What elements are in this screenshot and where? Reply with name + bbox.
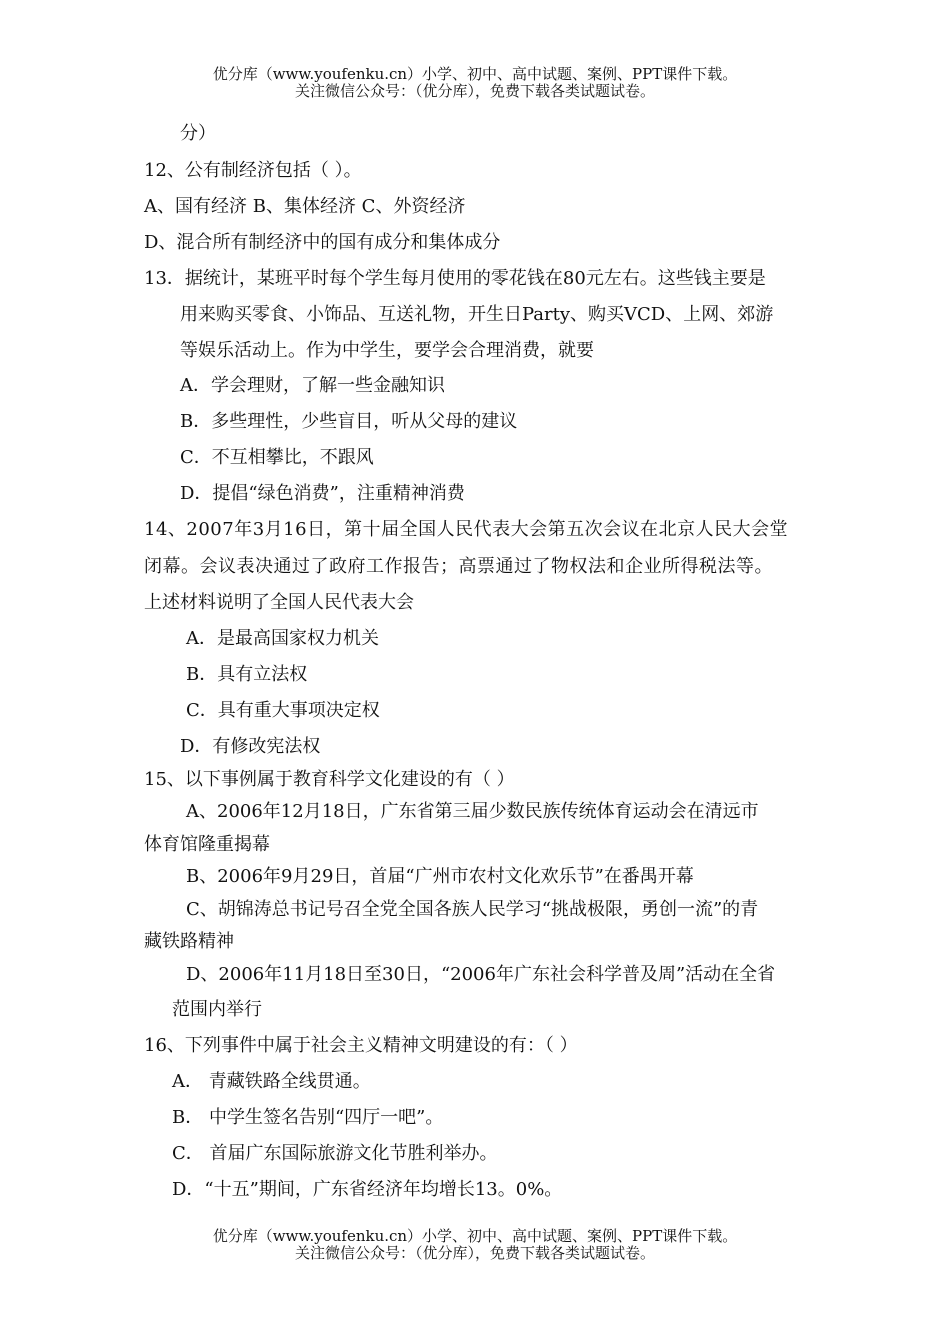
question-15-option-c-continued: 藏铁路精神 [144,931,234,952]
question-15: 15、以下事例属于教育科学文化建设的有（ ） [144,769,515,790]
footer-line-2: 关注微信公众号：（优分库），免费下载各类试题试卷。 [294,1244,655,1262]
question-13-option-c: C．不互相攀比，不跟风 [180,447,374,468]
question-14-option-a: A．是最高国家权力机关 [186,628,379,649]
question-16-option-d: D．“十五”期间，广东省经济年均增长13。0%。 [172,1179,563,1200]
question-13-continued: 等娱乐活动上。作为中学生，要学会合理消费，就要 [180,340,594,361]
question-13-option-b: B．多些理性，少些盲目，听从父母的建议 [180,411,518,432]
question-12-option-d: D、混合所有制经济中的国有成分和集体成分 [144,232,501,253]
question-15-option-a-continued: 体育馆隆重揭幕 [144,834,270,855]
question-16-option-c: C． 首届广东国际旅游文化节胜利举办。 [172,1143,498,1164]
header-line-2: 关注微信公众号：（优分库），免费下载各类试题试卷。 [294,82,655,100]
question-14-option-b: B．具有立法权 [186,664,308,685]
header-line-1: 优分库（www.youfenku.cn）小学、初中、高中试题、案例、PPT课件下载。 [212,65,738,83]
question-13: 13．据统计，某班平时每个学生每月使用的零花钱在80元左右。这些钱主要是 [144,268,766,289]
question-14-continued: 上述材料说明了全国人民代表大会 [144,592,414,613]
question-14-option-d: D．有修改宪法权 [180,736,321,757]
question-13-option-d: D．提倡“绿色消费”，注重精神消费 [180,483,465,504]
question-13-continued: 用来购买零食、小饰品、互送礼物，开生日Party、购买VCD、上网、郊游 [180,304,774,325]
question-14: 14、2007年3月16日，第十届全国人民代表大会第五次会议在北京人民大会堂 [144,519,789,540]
question-12: 12、公有制经济包括（ ）。 [144,160,362,181]
question-16-option-b: B． 中学生签名告别“四厅一吧”。 [172,1107,444,1128]
question-15-option-b: B、2006年9月29日，首届“广州市农村文化欢乐节”在番禺开幕 [186,866,694,887]
footer-line-1: 优分库（www.youfenku.cn）小学、初中、高中试题、案例、PPT课件下载。 [212,1227,738,1245]
text-line: 分） [180,123,216,144]
page-header [0,66,950,100]
question-13-option-a: A．学会理财，了解一些金融知识 [180,375,445,396]
page-footer [0,1228,950,1262]
question-16-option-a: A． 青藏铁路全线贯通。 [172,1071,371,1092]
question-15-option-d: D、2006年11月18日至30日，“2006年广东社会科学普及周”活动在全省 [186,964,776,985]
question-14-continued: 闭幕。会议表决通过了政府工作报告；高票通过了物权法和企业所得税法等。 [144,556,773,577]
question-16: 16、下列事件中属于社会主义精神文明建设的有：（ ） [144,1035,578,1056]
question-12-options-abc: A、国有经济 B、集体经济 C、外资经济 [144,196,466,217]
question-14-option-c: C．具有重大事项决定权 [186,700,380,721]
question-15-option-d-continued: 范围内举行 [172,999,262,1020]
question-15-option-a: A、2006年12月18日，广东省第三届少数民族传统体育运动会在清远市 [186,801,759,822]
question-15-option-c: C、胡锦涛总书记号召全党全国各族人民学习“挑战极限，勇创一流”的青 [186,899,759,920]
